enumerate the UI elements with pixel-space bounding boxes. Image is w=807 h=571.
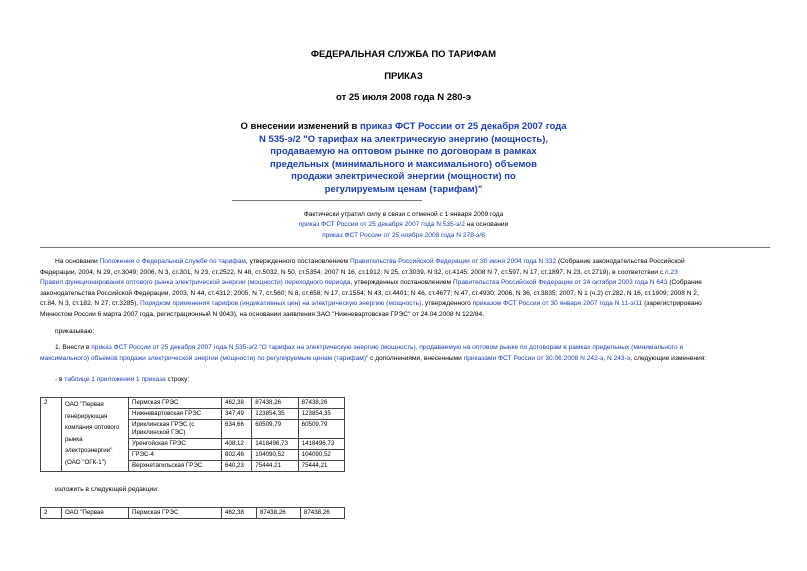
title-prefix: О внесении изменений в <box>240 121 361 132</box>
status-link[interactable]: приказ ФСТ России от 25 декабря 2007 года N 535-э/2 <box>298 221 465 229</box>
inline-text: (зарегистрировано <box>642 300 702 308</box>
inline-text: , следующие изменения: <box>630 354 707 362</box>
restate-text: изложить в следующей редакции: <box>55 486 159 493</box>
title-link-line[interactable]: продажи электрической энергии (мощности) по <box>291 171 516 182</box>
plant-cell: Верхнетагильская ГРЭС <box>129 461 222 472</box>
inline-text: На основании <box>55 258 100 265</box>
inline-text: , утвержденных постановлением <box>350 279 453 287</box>
plant-cell: Пермская ГРЭС <box>129 508 222 519</box>
value-cell: 75444,21 <box>298 461 344 472</box>
inline-text: (Собрание <box>667 279 702 287</box>
divider <box>232 200 422 201</box>
plant-cell: Ириклинская ГРЭС (с Ириклинской ГЭС) <box>129 420 222 439</box>
text-line <box>40 278 775 289</box>
table-row <box>41 398 345 409</box>
inline-text: Минюстом России 6 марта 2007 года, регистрационный N 9043), на основании заявления ЗАО "Нижневартовская ГРЭС" от 24.04.2008 N 122/84, <box>40 310 484 318</box>
value-cell: 104090,52 <box>298 450 344 461</box>
status-line: Фактически утратил силу в связи с отменой с 1 января 2009 года <box>303 211 504 218</box>
value-cell: 87438,26 <box>300 508 344 519</box>
title-link-line[interactable]: N 535-э/2 "О тарифах на электрическую энергию (мощность), <box>258 133 549 145</box>
value-cell: 347,49 <box>222 409 252 420</box>
company-line: (ОАО "ОГК-1") <box>65 458 106 466</box>
company-line: компания оптового <box>65 424 120 431</box>
company-line: электроэнергии" <box>65 447 113 454</box>
value-cell: 60509,79 <box>298 420 344 439</box>
value-cell: 60509,79 <box>252 420 298 439</box>
status-text: на основании <box>464 221 509 229</box>
value-cell: 462,38 <box>222 508 257 519</box>
inline-text: строку: <box>165 376 190 383</box>
company-line: генерирующая <box>65 412 108 420</box>
text-line <box>40 257 775 268</box>
value-cell: 408,12 <box>222 439 252 450</box>
item-1-paragraph <box>40 343 775 364</box>
value-cell: 123854,35 <box>298 409 344 420</box>
text-line <box>40 354 775 365</box>
inline-text: (Собрание законодательства Российской <box>556 258 685 265</box>
value-cell: 802,46 <box>222 450 252 461</box>
value-cell: 87438,26 <box>256 508 300 519</box>
new-row-table <box>40 507 345 519</box>
title-link-line[interactable]: предельных (минимального и максимального) объемов <box>270 158 537 170</box>
value-cell: 634,66 <box>222 420 252 439</box>
agency-name: ФЕДЕРАЛЬНАЯ СЛУЖБА ПО ТАРИФАМ <box>310 49 497 60</box>
inline-text: , утвержденного постановлением <box>245 258 350 265</box>
inline-text: - в <box>55 376 65 383</box>
table-row <box>41 508 345 519</box>
inline-text: Федерации, 2004, N 29, ст.3049; 2006, N 3, ст.301, N 23, ст.2522, N 48, ст.5032, N 50, ст.5354; 2007 N 16, ст.1912; N 25, ст.3039, N 32, ст.4145; 2008 N 7, ст.597, N 17, ст.1897, N 23, ст.2719), в соответствии с <box>40 268 666 276</box>
status-note <box>0 210 807 241</box>
inline-link[interactable]: Правил функционирования оптового рынка электрической энергии (мощности) переходного периода <box>40 279 351 287</box>
inline-link[interactable]: Правительства Российской Федерации от 24 октября 2003 года N 643 <box>452 279 668 287</box>
inline-text: , утвержденного <box>421 300 473 308</box>
inline-link[interactable]: Положения о Федеральной службе по тарифам <box>99 258 246 265</box>
inline-link[interactable]: приказ ФСТ России от 25 декабря 2007 года N 535-э/2 "О тарифах на электрическую энергию (мощность), продаваемую на оптовом рынке по договорам в рамках предельных (минимального и <box>91 344 684 351</box>
inline-text: с дополнениями, внесенными <box>368 354 464 362</box>
text-line <box>40 343 775 354</box>
title-link-line[interactable]: приказ ФСТ России от 25 декабря 2007 года <box>360 121 567 132</box>
inline-link[interactable]: приказами ФСТ России от 30.06.2008 N 242-э <box>463 354 604 362</box>
company-line: ОАО "Первая <box>65 401 104 408</box>
text-line <box>40 289 775 300</box>
inline-link[interactable]: приказом ФСТ России от 30 января 2007 года N 11-э/11 <box>472 300 643 308</box>
plant-cell: Нижневартовская ГРЭС <box>129 409 222 420</box>
inline-link[interactable]: Правительства Российской Федерации от 30 июня 2004 года N 332 <box>349 258 557 265</box>
value-cell: 462,38 <box>222 398 252 409</box>
plant-cell: Пермская ГРЭС <box>129 398 222 409</box>
inline-text: законодательства Российской Федерации, 2003, N 44, ст.4312; 2005, N 7, ст.560; N 8, ст.658; N 17, ст.1554; N 43, ст.4401; N 46, ст.4677; N 47, ст.4930; 2006, N 36, ст.3835; 2007, N 1 (ч.2) ст.282, N 16, ст.1909; 2008 N 2, <box>40 289 699 297</box>
company-cell <box>62 398 129 472</box>
status-link[interactable]: приказ ФСТ России от 25 ноября 2008 года N 278-э/8 <box>322 231 485 239</box>
inline-text: 1. Внести в <box>55 344 92 351</box>
value-cell: 123854,35 <box>252 409 298 420</box>
document-date: от 25 июля 2008 года N 280-э <box>336 92 471 103</box>
inline-link[interactable]: п.23 <box>665 268 678 276</box>
inline-text: ст.84, N 3, ст.182, N 27, ст.3285), <box>40 300 140 308</box>
inline-link[interactable]: N 243-э <box>607 354 631 362</box>
text-line <box>40 299 775 310</box>
value-cell: 1418496,73 <box>252 439 298 450</box>
value-cell: 640,23 <box>222 461 252 472</box>
inline-text: , <box>603 354 607 362</box>
table-intro <box>55 375 189 386</box>
inline-link[interactable]: максимального) объемов продажи электрической энергии (мощности) по регулируемым ценам (тарифам)" <box>40 354 369 362</box>
row-number: 2 <box>41 398 62 472</box>
value-cell: 1418496,73 <box>298 439 344 450</box>
preamble-paragraph <box>40 257 775 321</box>
value-cell: 75444,21 <box>252 461 298 472</box>
divider <box>40 247 770 248</box>
plant-cell: ГРЭС-4 <box>129 450 222 461</box>
order-word: приказываю: <box>55 328 95 335</box>
company-line: рынка <box>65 435 83 443</box>
value-cell: 104090,52 <box>252 450 298 461</box>
company-cell: ОАО "Первая <box>62 508 129 519</box>
title-link-line[interactable]: продаваемую на оптовом рынке по договорам в рамках <box>270 146 537 157</box>
text-line <box>40 268 775 279</box>
document-type: ПРИКАЗ <box>384 71 423 82</box>
row-number: 2 <box>41 508 62 519</box>
text-line <box>40 310 775 321</box>
document-title <box>0 121 807 196</box>
inline-link[interactable]: таблице 1 приложения 1 приказа <box>64 376 166 383</box>
inline-link[interactable]: Порядком применения тарифов (индикативных цен) на электрическую энергию (мощность) <box>139 300 422 308</box>
value-cell: 87438,26 <box>298 398 344 409</box>
title-link-line[interactable]: регулируемым ценам (тарифам)" <box>324 183 483 195</box>
value-cell: 87438,26 <box>252 398 298 409</box>
plant-cell: Уренгойская ГРЭС <box>129 439 222 450</box>
old-row-table <box>40 397 345 472</box>
